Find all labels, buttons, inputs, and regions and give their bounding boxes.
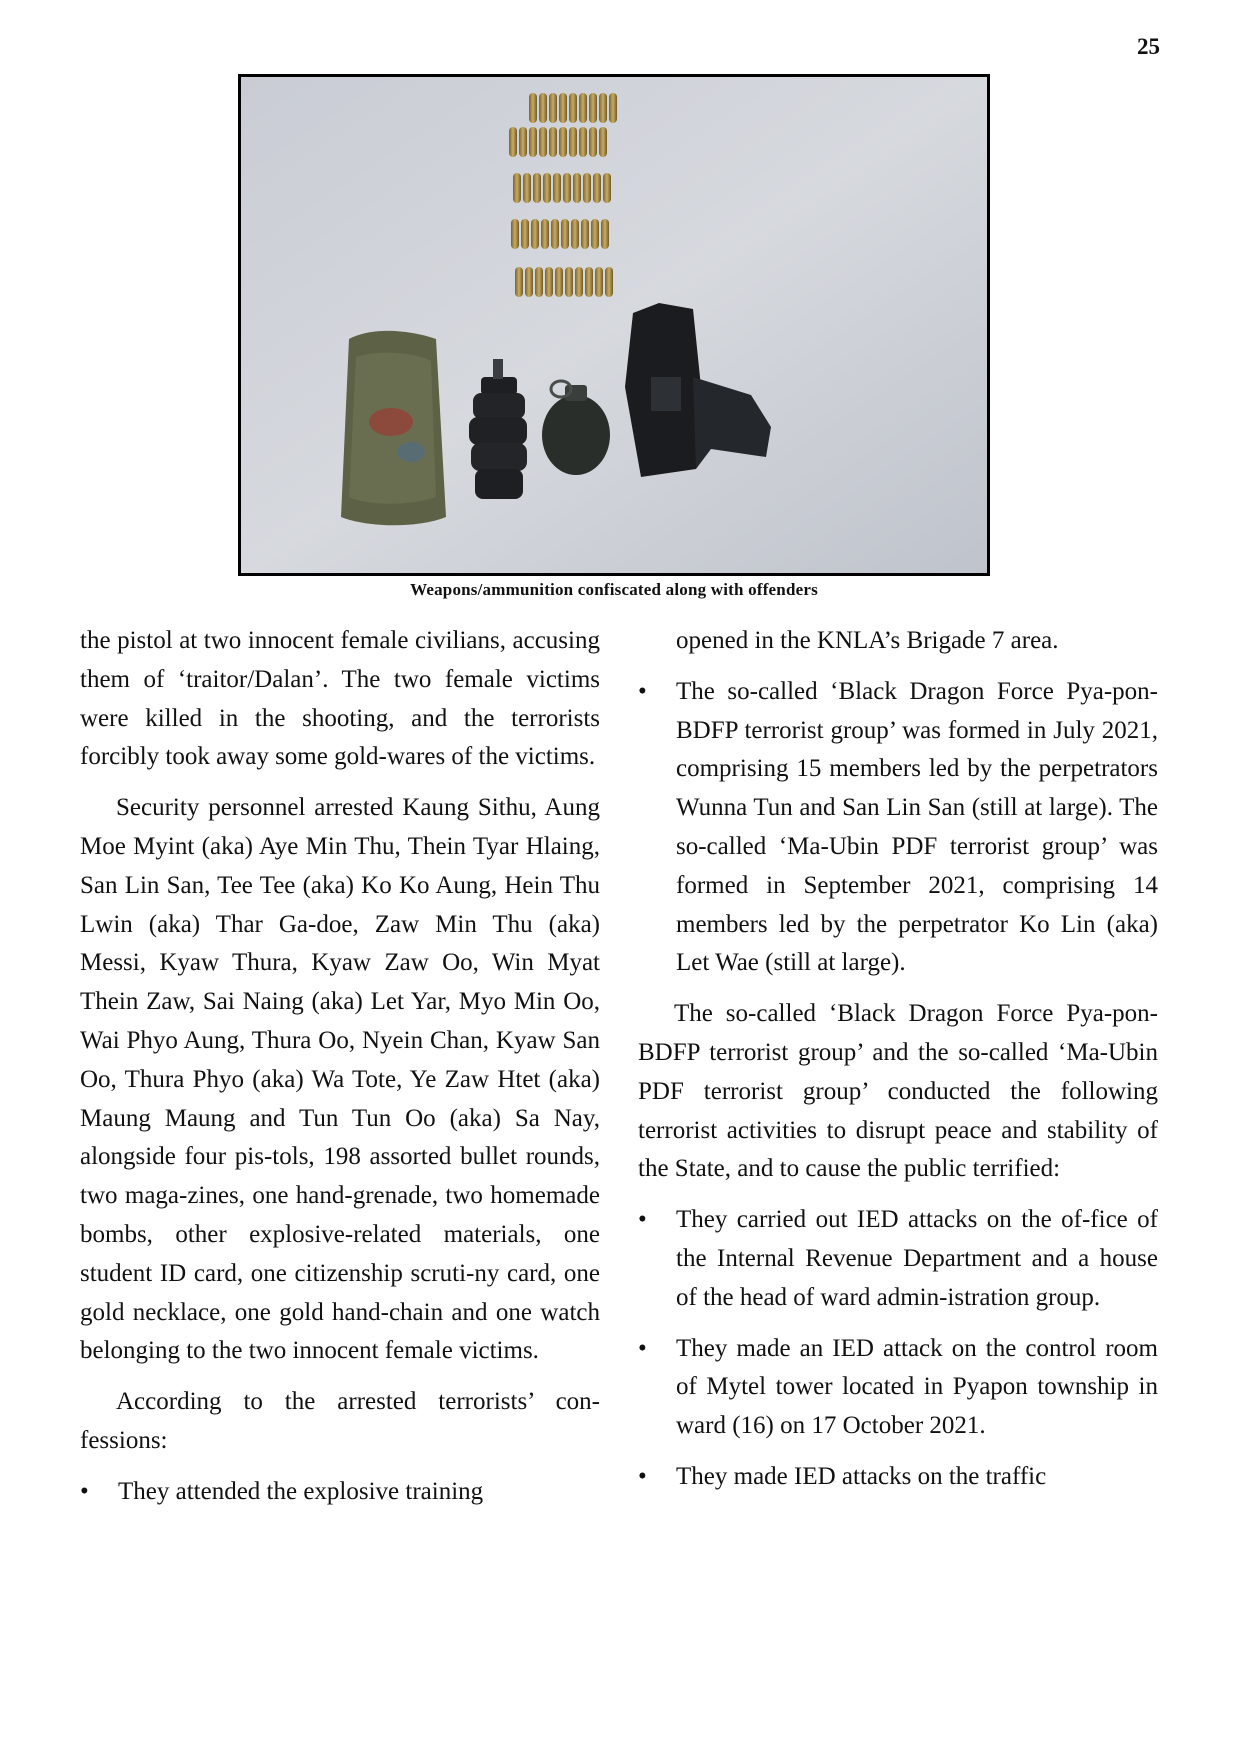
bullet-round-shape: [599, 127, 607, 157]
bullet-round-shape: [581, 219, 589, 249]
bullet-round-shape: [555, 267, 563, 297]
bullet-round-shape: [603, 173, 611, 203]
right-bullet-list-2: [638, 1201, 1158, 1497]
bullet-round-shape: [513, 173, 521, 203]
bullet-round-shape: [509, 127, 517, 157]
bullet-round-shape: [579, 127, 587, 157]
bullet-round-shape: [515, 267, 523, 297]
bullet-round-shape: [573, 173, 581, 203]
list-item: • They made an IED attack on the control room of Mytel tower located in Pyapon township in ward (16) on 17 October 2021.: [638, 1330, 1158, 1446]
bullet-round-shape: [571, 219, 579, 249]
bullet-round-shape: [539, 93, 547, 123]
bullet-round-shape: [511, 219, 519, 249]
bullet-round-shape: [585, 267, 593, 297]
bullet-round-shape: [523, 173, 531, 203]
right-bullet-continuation: opened in the KNLA’s Brigade 7 area.: [676, 627, 1059, 654]
bullet-round-shape: [529, 127, 537, 157]
right-paragraph-activities: The so-called ‘Black Dragon Force Pya-pon-BDFP terrorist group’ and the so-called ‘Ma-Ubin PDF terrorist group’ conducted the following terrorist activities to disrupt peace and stability of the State, and to cause the public terrified:: [638, 1000, 1158, 1183]
bullet-round-shape: [559, 127, 567, 157]
list-item: • The so-called ‘Black Dragon Force Pya-pon-BDFP terrorist group’ was formed in July 2021, comprising 15 members led by the perpetrators Wunna Tun and San Lin San (still at large). The so-called ‘Ma-Ubin PDF terrorist group’ was formed in September 2021, comprising 14 members led by the perpetrator Ko Lin (aka) Let Wae (still at large).: [638, 673, 1158, 983]
left-paragraph-continuation: the pistol at two innocent female civilians, accusing them of ‘traitor/Dalan’. The two female victims were killed in the shooting, and the terrorists forcibly took away some gold-wares of the victims.: [80, 627, 600, 771]
bullet-round-shape: [521, 219, 529, 249]
right-bullet-list-1: [638, 673, 1158, 983]
bullet-round-shape: [525, 267, 533, 297]
bullet-round-shape: [609, 93, 617, 123]
explosive-bag-shape: [341, 331, 446, 525]
list-item: • They attended the explosive training: [80, 1473, 600, 1512]
left-column: [80, 622, 600, 1512]
bullet-round-shape: [545, 267, 553, 297]
bullet-round-shape: [553, 173, 561, 203]
left-paragraph-arrests: Security personnel arrested Kaung Sithu, Aung Moe Myint (aka) Aye Min Thu, Thein Tyar Hlaing, San Lin San, Tee Tee (aka) Ko Ko Aung, Hein Thu Lwin (aka) Thar Ga-doe, Zaw Min Thu (aka) Messi, Kyaw Thura, Kyaw Zaw Oo, Win Myat Thein Zaw, Sai Naing (aka) Let Yar, Myo Min Oo, Wai Phyo Aung, Thura Oo, Nyein Chan, Kyaw San Oo, Thura Phyo (aka) Wa Tote, Ye Zaw Htet (aka) Maung Maung and Tun Tun Oo (aka) Sa Nay, alongside four pis-tols, 198 assorted bullet rounds, two maga-zines, one hand-grenade, two homemade bombs, other explosive-related materials, one student ID card, one citizenship scruti-ny card, one gold necklace, one gold hand-chain and one watch belonging to the two innocent female victims.: [80, 794, 600, 1365]
bullet-round-shape: [563, 173, 571, 203]
bullet-round-shape: [519, 127, 527, 157]
bullet-round-shape: [591, 219, 599, 249]
bullet-round-shape: [561, 219, 569, 249]
figure-caption: Weapons/ammunition confiscated along with offenders: [410, 580, 818, 599]
weapons-photo-illustration: [241, 77, 987, 573]
bullet-round-shape: [531, 219, 539, 249]
right-column: [638, 622, 1158, 1497]
bullet-round-shape: [551, 219, 559, 249]
bullet-round-shape: [565, 267, 573, 297]
bullet-round-shape: [601, 219, 609, 249]
bullet-round-shape: [541, 219, 549, 249]
left-bullet-list: [80, 1473, 600, 1512]
list-item: • They made IED attacks on the traffic: [638, 1458, 1158, 1497]
bullet-round-shape: [533, 173, 541, 203]
bullet-round-shape: [579, 93, 587, 123]
bullet-round-shape: [599, 93, 607, 123]
bullet-round-shape: [549, 127, 557, 157]
bullet-round-shape: [539, 127, 547, 157]
bullet-round-shape: [569, 127, 577, 157]
bullet-round-shape: [595, 267, 603, 297]
bullet-round-shape: [569, 93, 577, 123]
left-paragraph-confessions: According to the arrested terrorists’ con-fessions:: [80, 1388, 600, 1454]
bullet-round-shape: [559, 93, 567, 123]
bullet-round-shape: [549, 93, 557, 123]
bullet-round-shape: [605, 267, 613, 297]
bullet-round-shape: [589, 93, 597, 123]
bullet-round-shape: [593, 173, 601, 203]
page-number: 25: [1137, 34, 1160, 59]
bullet-round-shape: [535, 267, 543, 297]
list-item: • They carried out IED attacks on the of-fice of the Internal Revenue Department and a house of the head of ward admin-istration group.: [638, 1201, 1158, 1317]
bullet-round-shape: [529, 93, 537, 123]
bullet-round-shape: [583, 173, 591, 203]
bullet-round-shape: [543, 173, 551, 203]
bullet-round-shape: [589, 127, 597, 157]
bullet-round-shape: [575, 267, 583, 297]
weapons-photo: [238, 74, 990, 576]
